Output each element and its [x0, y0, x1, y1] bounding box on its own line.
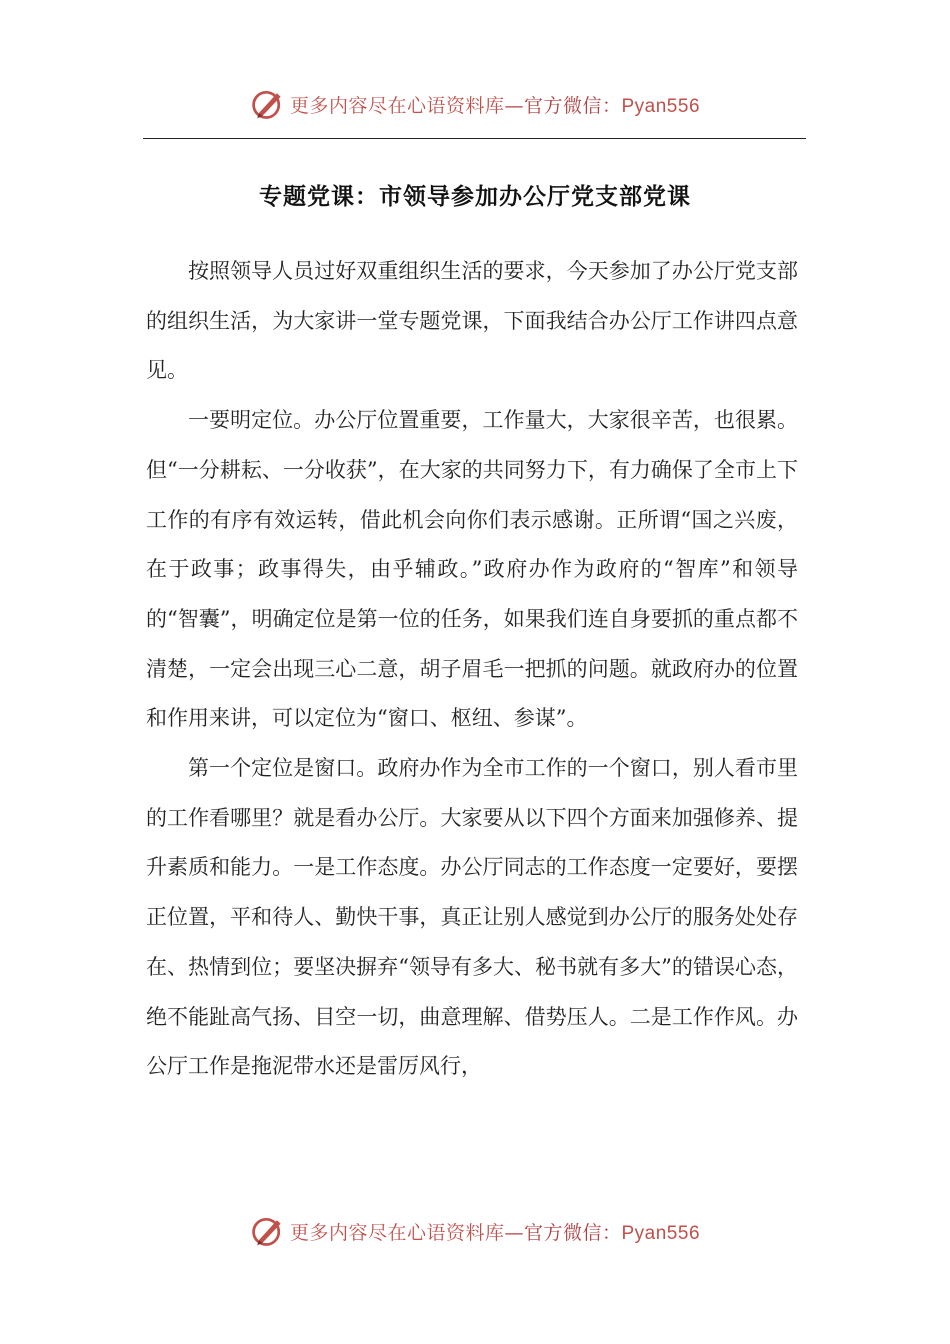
header-banner	[0, 84, 950, 124]
pen-logo-icon	[250, 86, 286, 122]
paragraph-3: 第一个定位是窗口。政府办作为全市工作的一个窗口，别人看市里的工作看哪里？就是看办公厅。大家要从以下四个方面来加强修养、提升素质和能力。一是工作态度。办公厅同志的工作态度一定要好，要摆正位置，平和待人、勤快干事，真正让别人感觉到办公厅的服务处处存在、热情到位；要坚决摒弃“领导有多大、秘书就有多大”的错误心态，绝不能趾高气扬、目空一切，曲意理解、借势压人。二是工作作风。办公厅工作是拖泥带水还是雷厉风行，	[146, 756, 798, 1079]
header-banner-id: Pyan556	[621, 95, 701, 117]
pen-logo-icon	[250, 1213, 286, 1249]
footer-banner-wechat: —官方微信：	[504, 1221, 622, 1244]
footer-banner	[0, 1211, 950, 1251]
footer-banner-id: Pyan556	[621, 1222, 701, 1244]
header-banner-main: 更多内容尽在心语资料库	[289, 94, 505, 117]
paragraph-2: 一要明定位。办公厅位置重要，工作量大，大家很辛苦，也很累。但“一分耕耘、一分收获”，在大家的共同努力下，有力确保了全市上下工作的有序有效运转，借此机会向你们表示感谢。正所谓“国之兴废，在于政事；政事得失，由乎辅政。”政府办作为政府的“智库”和领导的“智囊”，明确定位是第一位的任务，如果我们连自身要抓的重点都不清楚，一定会出现三心二意，胡子眉毛一把抓的问题。就政府办的位置和作用来讲，可以定位为“窗口、枢纽、参谋”。	[146, 408, 798, 731]
document-body	[146, 247, 798, 1092]
header-banner-text	[290, 91, 700, 118]
header-banner-wechat: —官方微信：	[504, 94, 622, 117]
footer-banner-text	[290, 1218, 700, 1245]
paragraph-1: 按照领导人员过好双重组织生活的要求，今天参加了办公厅党支部的组织生活，为大家讲一堂专题党课，下面我结合办公厅工作讲四点意见。	[146, 259, 798, 383]
header-divider	[143, 138, 806, 139]
document-title: 专题党课：市领导参加办公厅党支部党课	[259, 183, 691, 210]
footer-banner-main: 更多内容尽在心语资料库	[289, 1221, 505, 1244]
